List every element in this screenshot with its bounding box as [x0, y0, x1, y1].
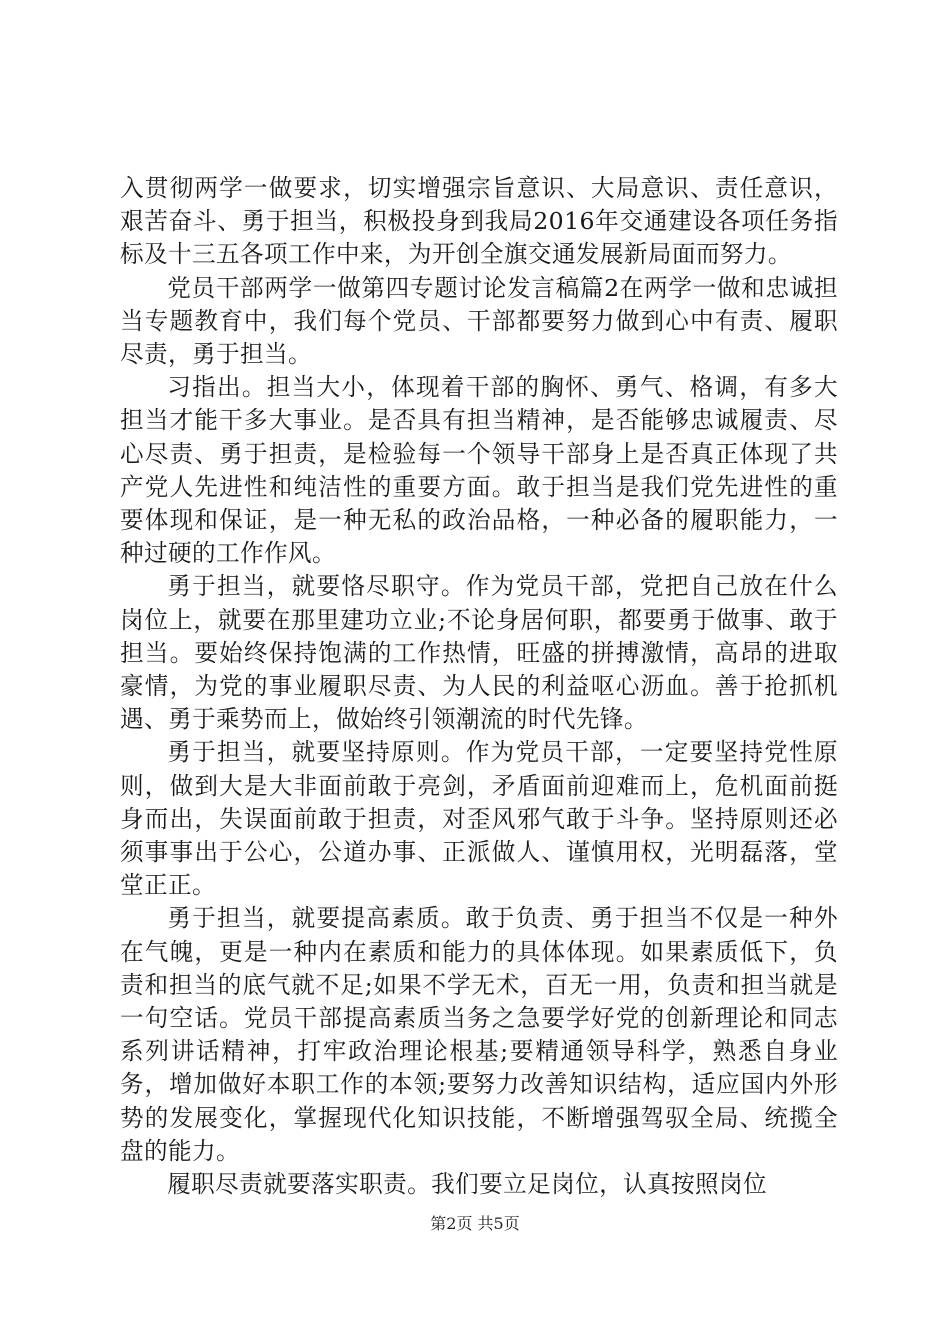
paragraph-quality: 勇于担当，就要提高素质。敢于负责、勇于担当不仅是一种外在气魄，更是一种内在素质和能力的具体体现。如果素质低下，负责和担当的底气就不足;如果不学无术，百无一用，负责和担当就是一句空话。党员干部提高素质当务之急要学好党的创新理论和同志系列讲话精神，打牢政治理论根基;要精通领导科学，熟悉自身业务，增加做好本职工作的本领;要努力改善知识结构，适应国内外形势的发展变化，掌握现代化知识技能，不断增强驾驭全局、统揽全盘的能力。	[120, 904, 838, 1165]
page-footer	[0, 1214, 950, 1234]
paragraph-continuation: 入贯彻两学一做要求，切实增强宗旨意识、大局意识、责任意识，艰苦奋斗、勇于担当，积极投身到我局2016年交通建设各项任务指标及十三五各项工作中来，为开创全旗交通发展新局面而努力。	[120, 174, 838, 269]
paragraph-implement: 履职尽责就要落实职责。我们要立足岗位，认真按照岗位	[167, 1170, 768, 1199]
document-body	[120, 172, 838, 1201]
paragraph-intro-piece-2: 党员干部两学一做第四专题讨论发言稿篇2在两学一做和忠诚担当专题教育中，我们每个党员、干部都要努力做到心中有责、履职尽责，勇于担当。	[120, 273, 838, 369]
paragraph-principle: 勇于担当，就要坚持原则。作为党员干部，一定要坚持党性原则，做到大是大非面前敢于亮剑，矛盾面前迎难而上，危机面前挺身而出，失误面前敢于担责，对歪风邪气敢于斗争。坚持原则还必须事事出于公心，公道办事、正派做人、谨慎用权，光明磊落，堂堂正正。	[120, 738, 838, 900]
paragraph-duty: 勇于担当，就要恪尽职守。作为党员干部，党把自己放在什么岗位上，就要在那里建功立业;不论身居何职，都要勇于做事、敢于担当。要始终保持饱满的工作热情，旺盛的拼搏激情，高昂的进取豪情，为党的事业履职尽责、为人民的利益呕心沥血。善于抢抓机遇、勇于乘势而上，做始终引领潮流的时代先锋。	[120, 572, 838, 734]
page-indicator: 第2页 共5页	[430, 1214, 520, 1233]
paragraph-responsibility: 习指出。担当大小，体现着干部的胸怀、勇气、格调，有多大担当才能干多大事业。是否具有担当精神，是否能够忠诚履责、尽心尽责、勇于担责，是检验每一个领导干部身上是否真正体现了共产党人先进性和纯洁性的重要方面。敢于担当是我们党先进性的重要体现和保证，是一种无私的政治品格，一种必备的履职能力，一种过硬的工作作风。	[120, 373, 838, 568]
